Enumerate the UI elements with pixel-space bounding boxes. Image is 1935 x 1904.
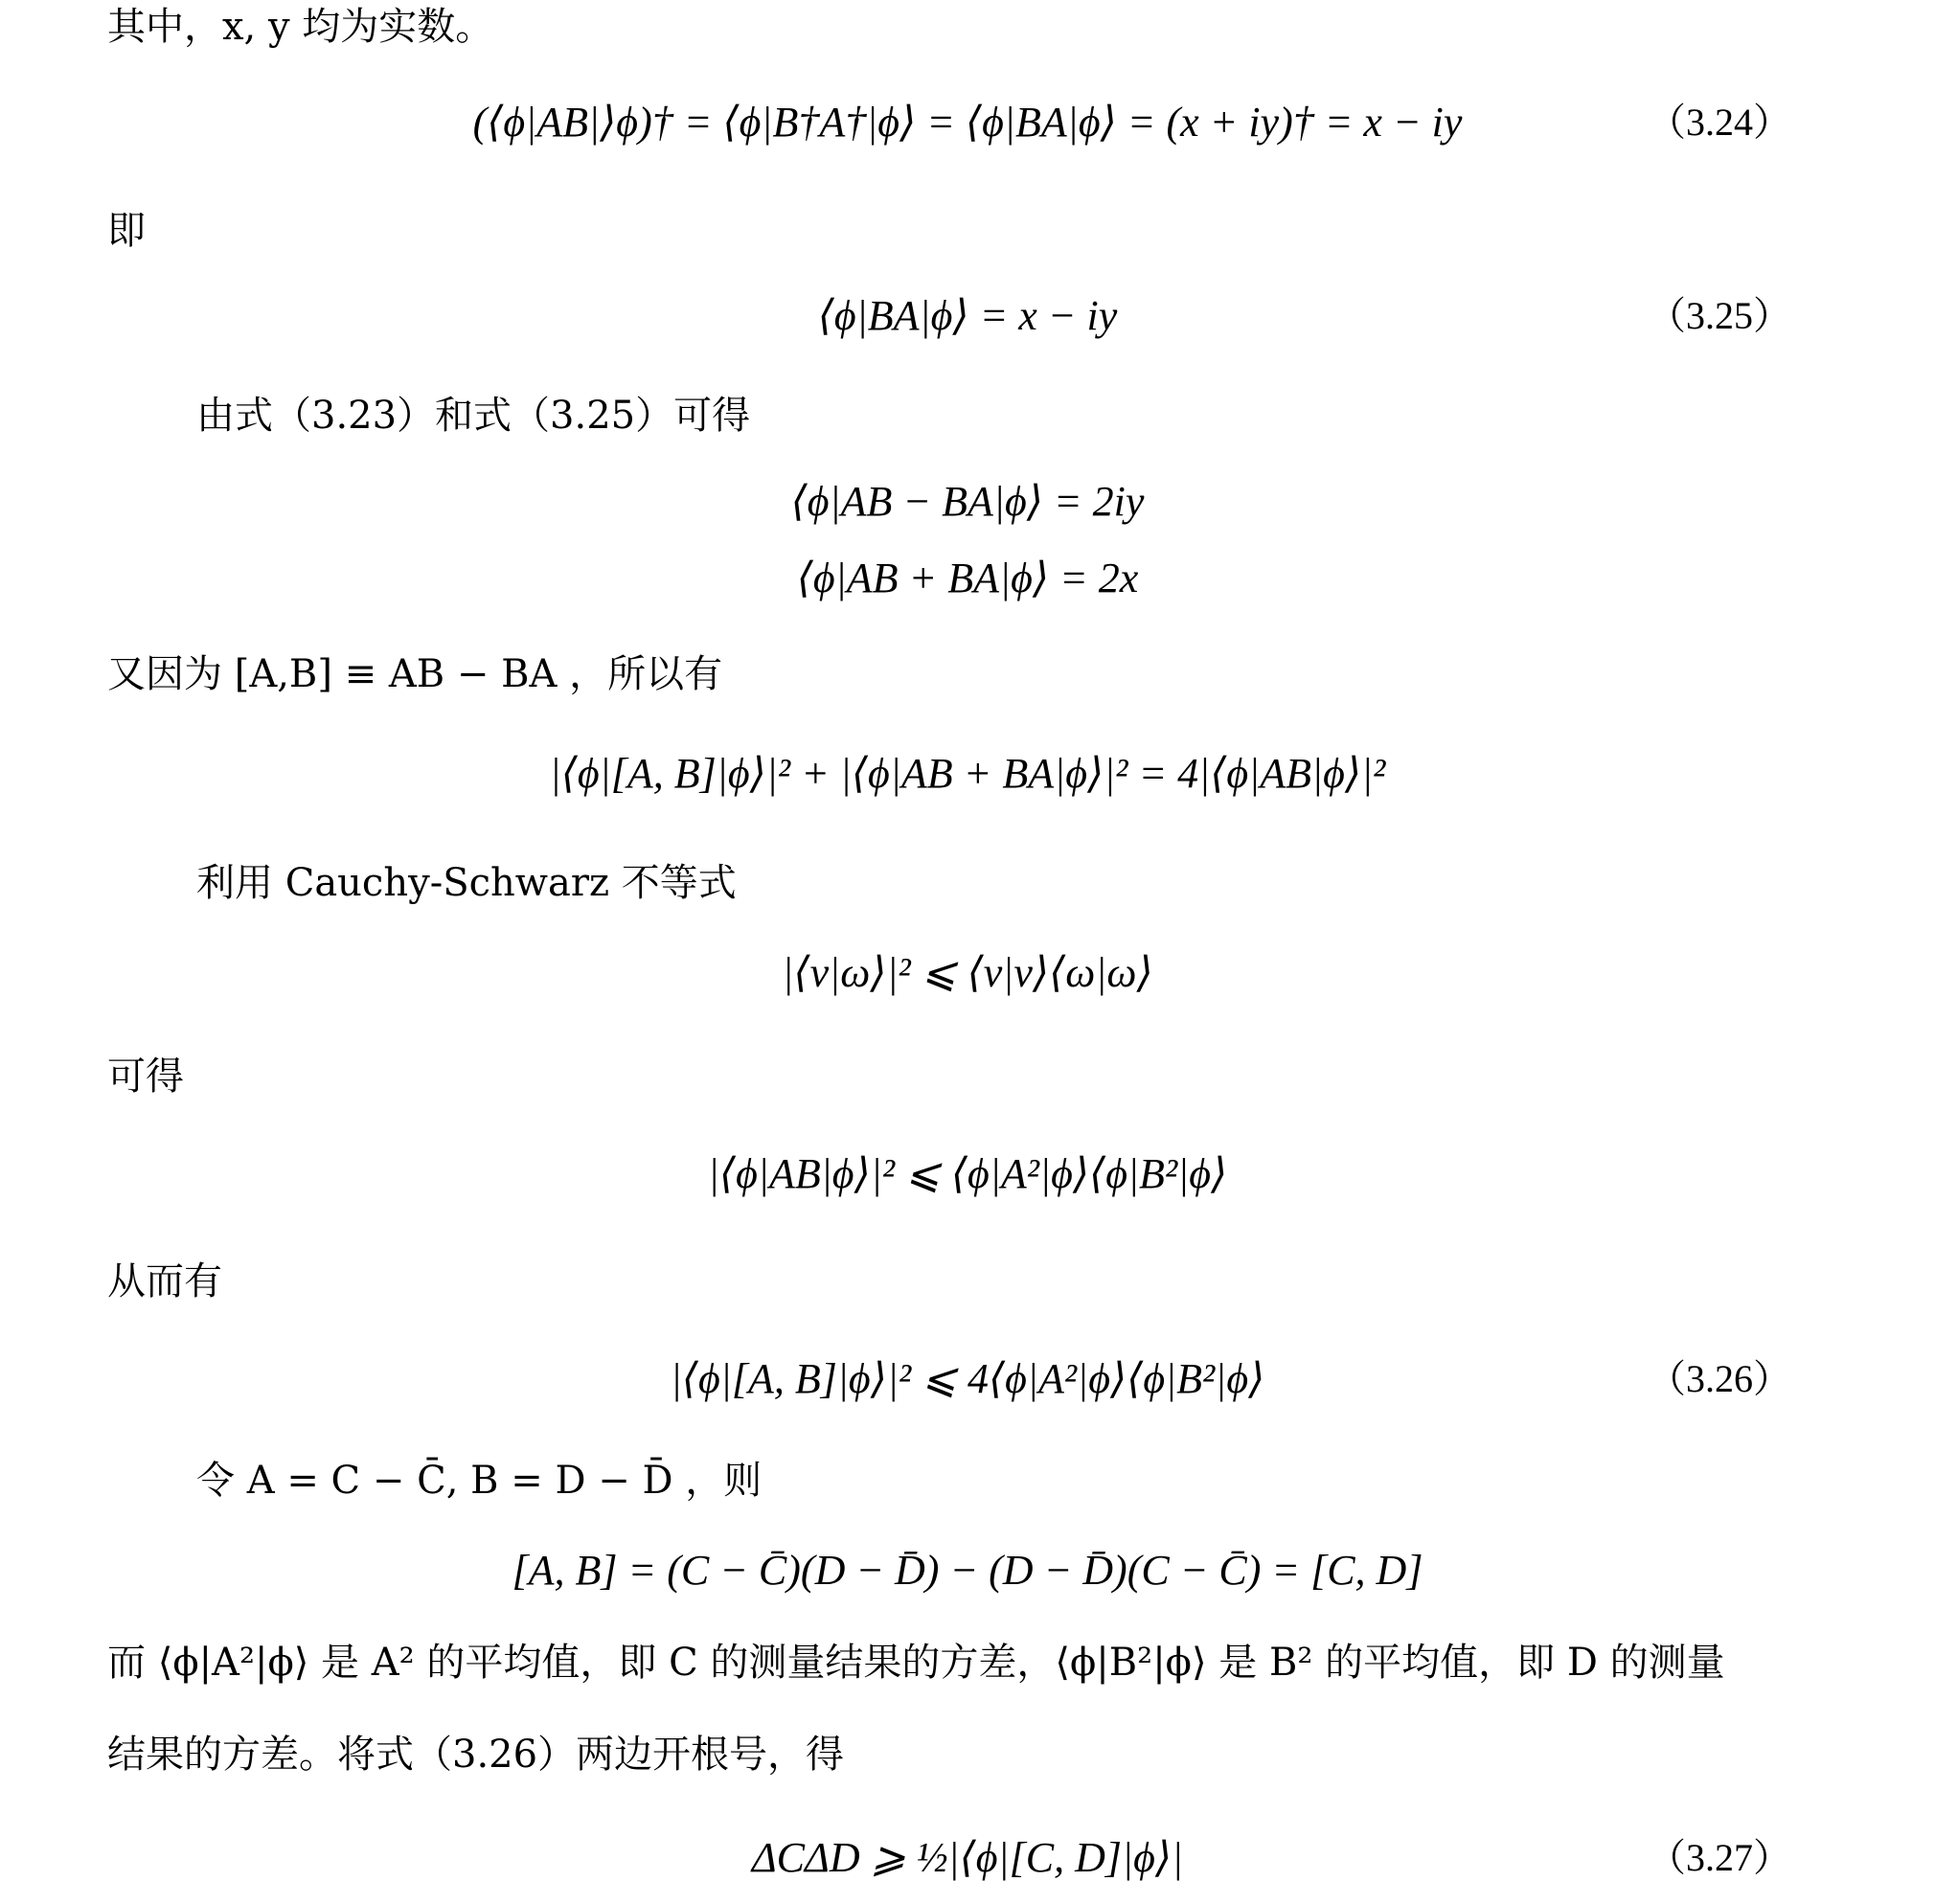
text-line: 又因为 [A,B] ≡ AB − BA ，所以有 xyxy=(107,652,723,696)
text-line: 从而有 xyxy=(107,1259,222,1303)
text-line: 而 ⟨ϕ|A²|ϕ⟩ 是 A² 的平均值，即 C 的测量结果的方差，⟨ϕ|B²|ϕ⟩ 是 B² 的平均值，即 D 的测量 xyxy=(107,1641,1725,1685)
equation-number: （3.25） xyxy=(1648,294,1791,337)
equation-anticommutator-expectation: ⟨ϕ|AB + BA|ϕ⟩ = 2x xyxy=(796,555,1139,601)
text-line: 令 A = C − C̄, B = D − D̄ ，则 xyxy=(196,1459,763,1503)
text-line: 利用 Cauchy-Schwarz 不等式 xyxy=(196,861,737,905)
text-line: 由式（3.23）和式（3.25）可得 xyxy=(196,394,751,438)
equation-commutator-expectation: ⟨ϕ|AB − BA|ϕ⟩ = 2iy xyxy=(790,478,1145,525)
equation-number: （3.26） xyxy=(1648,1357,1791,1400)
equation-commutator-cd: [A, B] = (C − C̄)(D − D̄) − (D − D̄)(C − C̄) = [C, D] xyxy=(512,1547,1423,1594)
equation-cauchy-schwarz: |⟨v|ω⟩|² ⩽ ⟨v|v⟩⟨ω|ω⟩ xyxy=(782,949,1153,996)
equation-3-24: (⟨ϕ|AB|⟩ϕ)† = ⟨ϕ|B†A†|ϕ⟩ = ⟨ϕ|BA|ϕ⟩ = (x + iy)† = x − iy xyxy=(472,99,1463,146)
equation-3-26: |⟨ϕ|[A, B]|ϕ⟩|² ⩽ 4⟨ϕ|A²|ϕ⟩⟨ϕ|B²|ϕ⟩ xyxy=(670,1355,1265,1402)
text-line: 结果的方差。将式（3.26）两边开根号，得 xyxy=(107,1733,845,1777)
equation-number: （3.24） xyxy=(1648,101,1791,144)
text-line: 即 xyxy=(107,209,146,253)
equation-3-25: ⟨ϕ|BA|ϕ⟩ = x − iy xyxy=(817,292,1118,339)
equation-bound: |⟨ϕ|AB|ϕ⟩|² ⩽ ⟨ϕ|A²|ϕ⟩⟨ϕ|B²|ϕ⟩ xyxy=(707,1150,1228,1197)
equation-sum-of-squares: |⟨ϕ|[A, B]|ϕ⟩|² + |⟨ϕ|AB + BA|ϕ⟩|² = 4|⟨ϕ|AB|ϕ⟩|² xyxy=(549,750,1386,797)
equation-number: （3.27） xyxy=(1648,1836,1791,1879)
text-line: 可得 xyxy=(107,1054,184,1099)
equation-3-27: ΔCΔD ⩾ ½|⟨ϕ|[C, D]|ϕ⟩| xyxy=(751,1834,1184,1881)
text-line: 其中，x, y 均为实数。 xyxy=(107,5,494,49)
